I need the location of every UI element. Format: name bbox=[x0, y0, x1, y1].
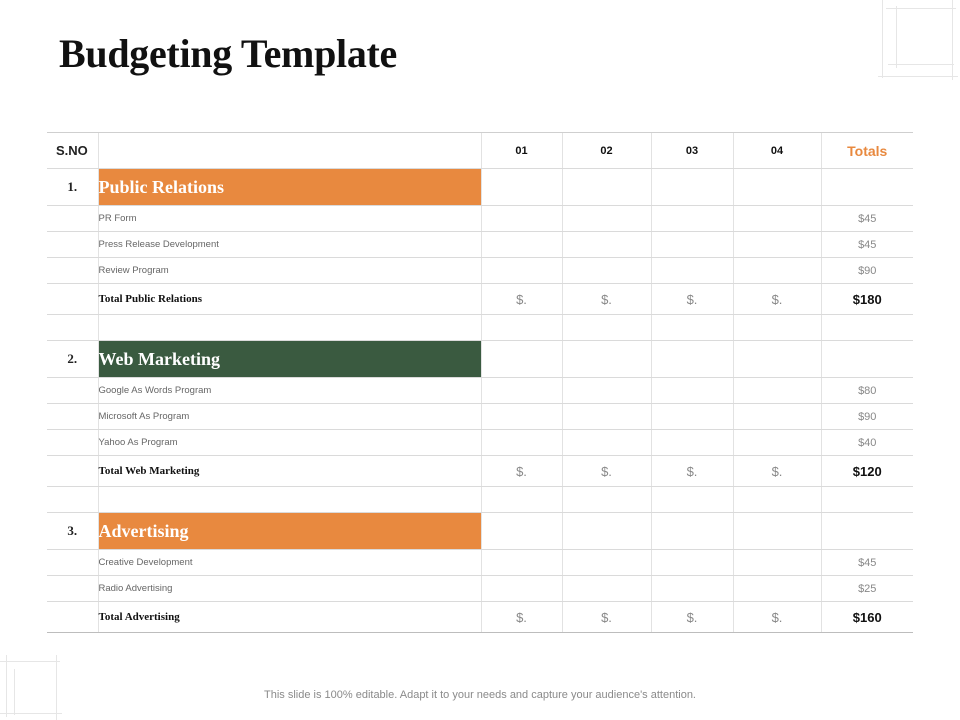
sno-empty-cell bbox=[47, 404, 98, 430]
sno-empty-cell bbox=[47, 576, 98, 602]
spacer-row bbox=[47, 315, 913, 341]
budget-table bbox=[47, 132, 913, 633]
item-empty-cell bbox=[481, 550, 562, 576]
spacer-cell bbox=[481, 315, 562, 341]
item-empty-cell bbox=[562, 550, 651, 576]
section-total-col: $. bbox=[733, 456, 821, 487]
line-item-name: PR Form bbox=[98, 206, 481, 232]
section-empty-cell bbox=[481, 513, 562, 550]
footer-note: This slide is 100% editable. Adapt it to your needs and capture your audience's attention. bbox=[264, 689, 696, 701]
item-empty-cell bbox=[733, 576, 821, 602]
item-empty-cell bbox=[562, 430, 651, 456]
table-row bbox=[47, 430, 913, 456]
section-empty-cell bbox=[562, 513, 651, 550]
section-total-value: $180 bbox=[821, 284, 913, 315]
section-total-label: Total Web Marketing bbox=[98, 456, 481, 487]
sno-empty-cell bbox=[47, 378, 98, 404]
line-item-total: $90 bbox=[821, 404, 913, 430]
table-row bbox=[47, 258, 913, 284]
section-row bbox=[47, 513, 913, 550]
spacer-cell bbox=[98, 487, 481, 513]
item-empty-cell bbox=[562, 206, 651, 232]
item-empty-cell bbox=[481, 378, 562, 404]
item-empty-cell bbox=[733, 206, 821, 232]
header-col-02: 02 bbox=[562, 133, 651, 169]
page-title: Budgeting Template bbox=[59, 31, 397, 76]
section-title: Web Marketing bbox=[98, 341, 481, 378]
spacer-cell bbox=[651, 315, 733, 341]
section-total-col: $. bbox=[481, 602, 562, 633]
section-total-row bbox=[47, 602, 913, 633]
table-row bbox=[47, 404, 913, 430]
section-total-row bbox=[47, 456, 913, 487]
item-empty-cell bbox=[481, 232, 562, 258]
line-item-total: $80 bbox=[821, 378, 913, 404]
line-item-name: Creative Development bbox=[98, 550, 481, 576]
item-empty-cell bbox=[733, 232, 821, 258]
line-item-total: $45 bbox=[821, 206, 913, 232]
spacer-cell bbox=[733, 315, 821, 341]
section-total-col: $. bbox=[733, 602, 821, 633]
spacer-cell bbox=[98, 315, 481, 341]
section-title: Public Relations bbox=[98, 169, 481, 206]
section-empty-cell bbox=[733, 169, 821, 206]
section-total-label: Total Public Relations bbox=[98, 284, 481, 315]
section-total-col: $. bbox=[651, 456, 733, 487]
section-total-label: Total Advertising bbox=[98, 602, 481, 633]
section-empty-cell bbox=[733, 513, 821, 550]
line-item-name: Microsoft As Program bbox=[98, 404, 481, 430]
line-item-total: $25 bbox=[821, 576, 913, 602]
section-empty-cell bbox=[651, 341, 733, 378]
item-empty-cell bbox=[481, 258, 562, 284]
header-sno: S.NO bbox=[47, 133, 98, 169]
item-empty-cell bbox=[651, 550, 733, 576]
line-item-total: $40 bbox=[821, 430, 913, 456]
header-totals: Totals bbox=[821, 133, 913, 169]
item-empty-cell bbox=[733, 378, 821, 404]
section-row bbox=[47, 341, 913, 378]
spacer-cell bbox=[47, 315, 98, 341]
section-total-row bbox=[47, 284, 913, 315]
sno-empty-cell bbox=[47, 602, 98, 633]
table-row bbox=[47, 576, 913, 602]
item-empty-cell bbox=[651, 576, 733, 602]
spacer-cell bbox=[651, 487, 733, 513]
line-item-name: Review Program bbox=[98, 258, 481, 284]
section-empty-cell bbox=[821, 341, 913, 378]
table-row bbox=[47, 232, 913, 258]
item-empty-cell bbox=[481, 430, 562, 456]
section-empty-cell bbox=[821, 513, 913, 550]
section-title: Advertising bbox=[98, 513, 481, 550]
section-empty-cell bbox=[733, 341, 821, 378]
item-empty-cell bbox=[651, 258, 733, 284]
table-row bbox=[47, 550, 913, 576]
item-empty-cell bbox=[651, 378, 733, 404]
spacer-row bbox=[47, 487, 913, 513]
line-item-name: Google As Words Program bbox=[98, 378, 481, 404]
header-col-04: 04 bbox=[733, 133, 821, 169]
section-total-col: $. bbox=[562, 456, 651, 487]
item-empty-cell bbox=[651, 430, 733, 456]
section-number: 3. bbox=[47, 513, 98, 550]
section-total-col: $. bbox=[651, 284, 733, 315]
table-row bbox=[47, 206, 913, 232]
sno-empty-cell bbox=[47, 284, 98, 315]
corner-decoration-bottom-left bbox=[0, 655, 64, 720]
section-number: 1. bbox=[47, 169, 98, 206]
section-empty-cell bbox=[651, 513, 733, 550]
item-empty-cell bbox=[733, 430, 821, 456]
section-total-col: $. bbox=[562, 602, 651, 633]
item-empty-cell bbox=[562, 232, 651, 258]
table-header-row bbox=[47, 133, 913, 169]
sno-empty-cell bbox=[47, 430, 98, 456]
item-empty-cell bbox=[651, 404, 733, 430]
header-blank bbox=[98, 133, 481, 169]
section-number: 2. bbox=[47, 341, 98, 378]
item-empty-cell bbox=[562, 258, 651, 284]
section-empty-cell bbox=[481, 169, 562, 206]
spacer-cell bbox=[821, 487, 913, 513]
item-empty-cell bbox=[733, 258, 821, 284]
item-empty-cell bbox=[562, 576, 651, 602]
spacer-cell bbox=[733, 487, 821, 513]
item-empty-cell bbox=[562, 404, 651, 430]
section-row bbox=[47, 169, 913, 206]
section-empty-cell bbox=[651, 169, 733, 206]
line-item-name: Press Release Development bbox=[98, 232, 481, 258]
corner-decoration-top-right bbox=[878, 0, 960, 80]
section-empty-cell bbox=[481, 341, 562, 378]
spacer-cell bbox=[562, 487, 651, 513]
sno-empty-cell bbox=[47, 206, 98, 232]
item-empty-cell bbox=[481, 206, 562, 232]
section-total-col: $. bbox=[733, 284, 821, 315]
section-total-col: $. bbox=[481, 456, 562, 487]
section-total-col: $. bbox=[562, 284, 651, 315]
line-item-total: $45 bbox=[821, 550, 913, 576]
header-col-01: 01 bbox=[481, 133, 562, 169]
table-row bbox=[47, 378, 913, 404]
spacer-cell bbox=[47, 487, 98, 513]
item-empty-cell bbox=[481, 404, 562, 430]
section-total-col: $. bbox=[651, 602, 733, 633]
section-empty-cell bbox=[821, 169, 913, 206]
spacer-cell bbox=[562, 315, 651, 341]
line-item-total: $90 bbox=[821, 258, 913, 284]
section-empty-cell bbox=[562, 341, 651, 378]
section-total-value: $120 bbox=[821, 456, 913, 487]
item-empty-cell bbox=[651, 206, 733, 232]
section-total-col: $. bbox=[481, 284, 562, 315]
spacer-cell bbox=[821, 315, 913, 341]
section-empty-cell bbox=[562, 169, 651, 206]
item-empty-cell bbox=[481, 576, 562, 602]
item-empty-cell bbox=[733, 404, 821, 430]
item-empty-cell bbox=[651, 232, 733, 258]
line-item-name: Yahoo As Program bbox=[98, 430, 481, 456]
item-empty-cell bbox=[562, 378, 651, 404]
line-item-name: Radio Advertising bbox=[98, 576, 481, 602]
item-empty-cell bbox=[733, 550, 821, 576]
line-item-total: $45 bbox=[821, 232, 913, 258]
spacer-cell bbox=[481, 487, 562, 513]
sno-empty-cell bbox=[47, 550, 98, 576]
sno-empty-cell bbox=[47, 232, 98, 258]
sno-empty-cell bbox=[47, 456, 98, 487]
header-col-03: 03 bbox=[651, 133, 733, 169]
sno-empty-cell bbox=[47, 258, 98, 284]
section-total-value: $160 bbox=[821, 602, 913, 633]
